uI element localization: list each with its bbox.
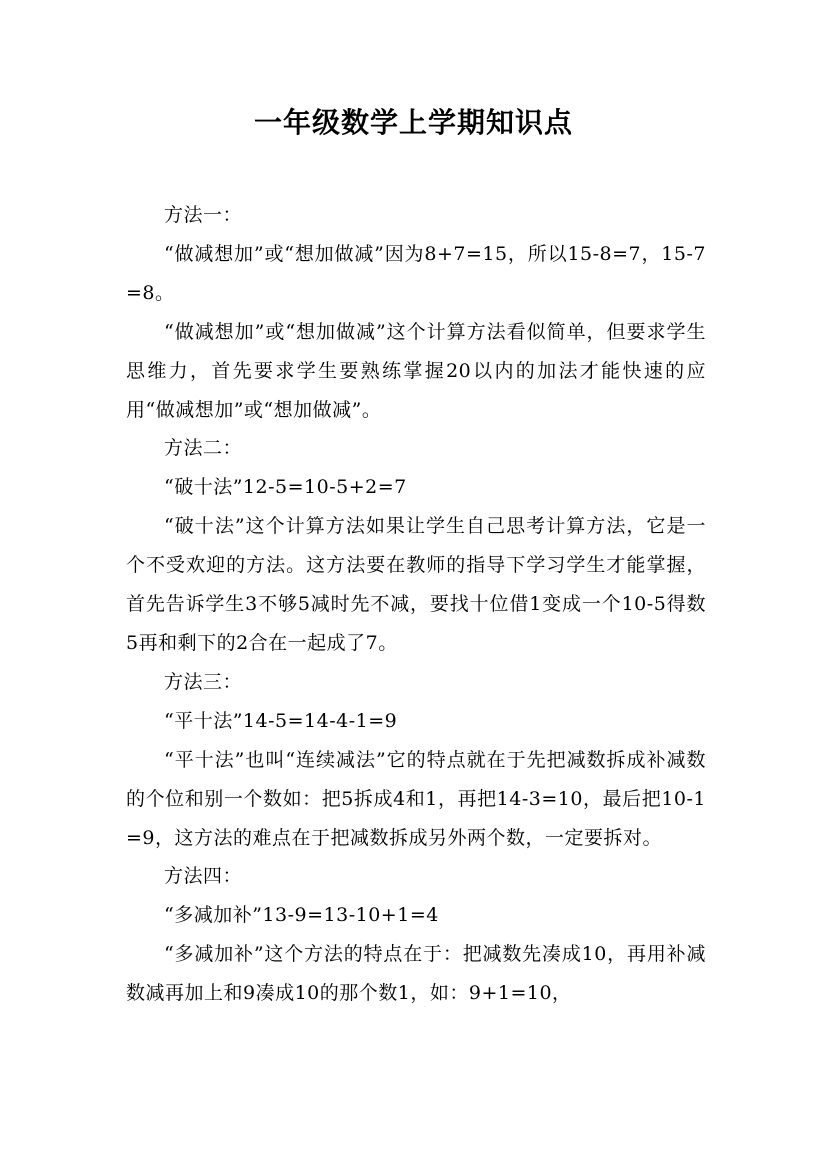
paragraph: “做减想加”或“想加做减”这个计算方法看似简单，但要求学生思维力，首先要求学生要熟练掌握20以内的加法才能快速的应用“做减想加”或“想加做减”。: [126, 320, 706, 421]
paragraph: “多减加补”13-9=13-10+1=4: [164, 904, 439, 927]
paragraph: “平十法”也叫“连续减法”它的特点就在于先把减数拆成补减数的个位和别一个数如：把5拆成4和1，再把14-3=10，最后把10-1=9，这方法的难点在于把减数拆成另外两个数，一定要拆对。: [126, 748, 706, 849]
paragraph: “破十法”12-5=10-5+2=7: [164, 476, 407, 499]
method-two-heading: 方法二：: [164, 437, 243, 460]
method-three-heading: 方法三：: [164, 670, 243, 693]
document-title: 一年级数学上学期知识点: [253, 106, 573, 139]
method-one-heading: 方法一：: [164, 204, 243, 226]
method-four-heading: 方法四：: [164, 865, 243, 888]
paragraph: “平十法”14-5=14-4-1=9: [164, 709, 398, 732]
paragraph: “多减加补”这个方法的特点在于：把减数先凑成10，再用补减数减再加上和9凑成10的那个数1，如：9+1=10，: [126, 943, 706, 1005]
paragraph: “做减想加”或“想加做减”因为8+7=15，所以15-8=7，15-7=8。: [126, 242, 706, 304]
paragraph: “破十法”这个计算方法如果让学生自己思考计算方法，它是一个不受欢迎的方法。这方法要在教师的指导下学习学生才能掌握，首先告诉学生3不够5减时先不减，要找十位借1变成一个10-5得数5再和剩下的2合在一起成了7。: [126, 515, 706, 654]
document-body: [126, 196, 706, 1013]
